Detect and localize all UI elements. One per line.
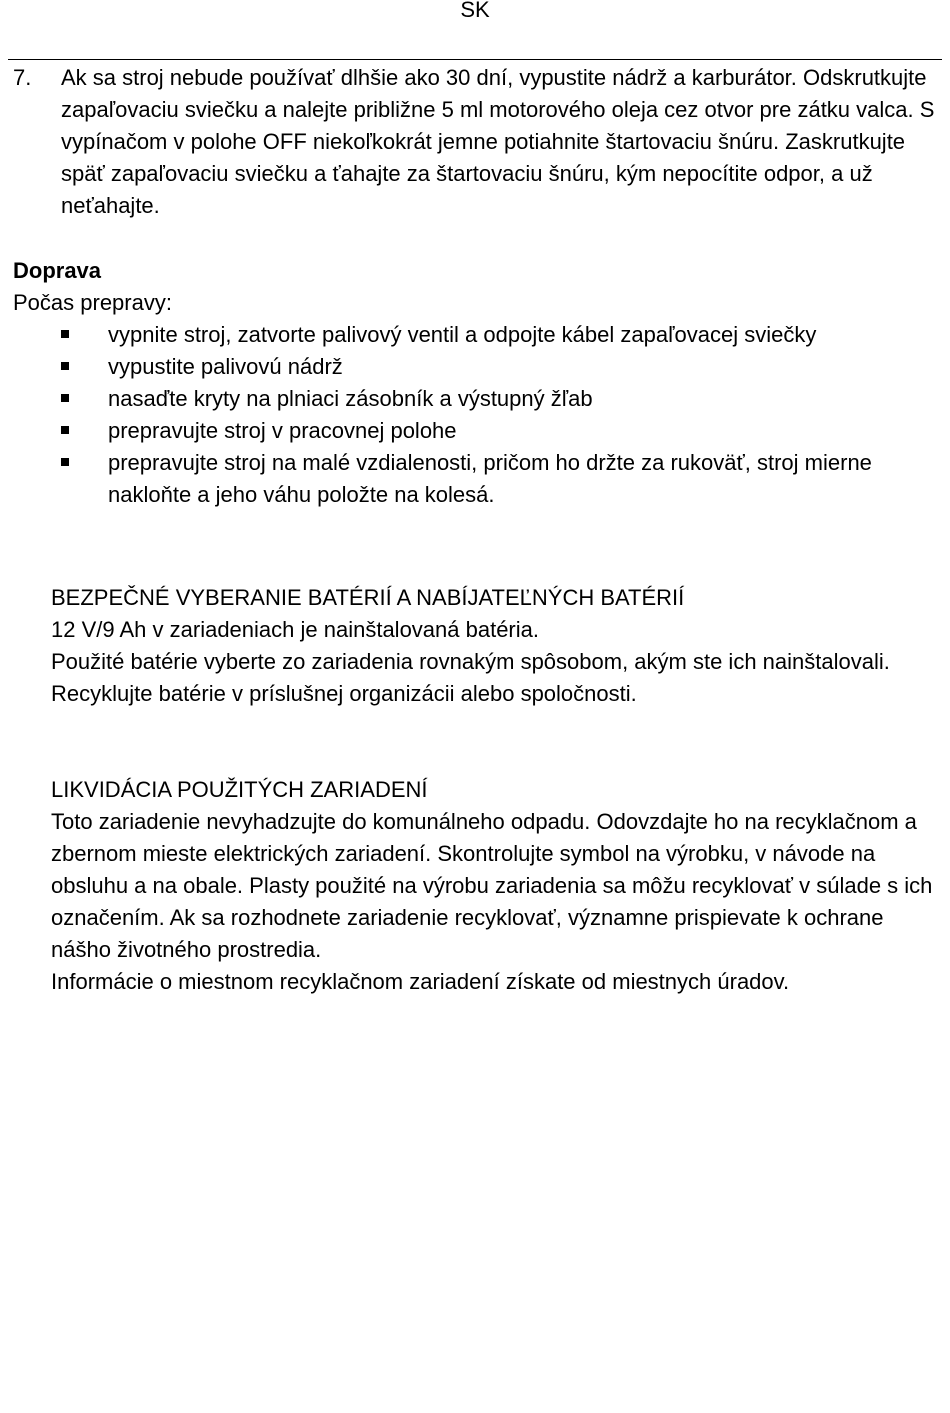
list-item [13,351,938,383]
disposal-paragraph: Toto zariadenie nevyhadzujte do komunálneho odpadu. Odovzdajte ho na recyklačnom a zbernom mieste elektrických zariadení. Skontrolujte symbol na výrobku, v návode na obsluhu a na obale. Plasty použité na výrobu zariadenia sa môžu recyklovať v súlade s ich označením. Ak sa rozhodnete zariadenie recyklovať, významne prispievate k ochrane nášho životného prostredia. [51,809,933,962]
battery-line: Použité batérie vyberte zo zariadenia rovnakým spôsobom, akým ste ich nainštalovali. [51,649,890,674]
bullet-square-icon [61,458,69,466]
list-item-text: vypnite stroj, zatvorte palivový ventil a odpojte kábel zapaľovacej sviečky [108,322,817,347]
list-item [13,319,938,351]
list-item [13,447,938,511]
list-item [13,383,938,415]
transport-heading: Doprava [13,258,102,283]
list-item-text: prepravujte stroj v pracovnej polohe [108,418,457,443]
list-item-text: nasaďte kryty na plniaci zásobník a výstupný žľab [108,386,593,411]
battery-heading: BEZPEČNÉ VYBERANIE BATÉRIÍ A NABÍJATEĽNÝCH BATÉRIÍ [51,585,685,610]
bullet-square-icon [61,426,69,434]
bullet-square-icon [61,330,69,338]
disposal-section [51,774,936,998]
disposal-heading: LIKVIDÁCIA POUŽITÝCH ZARIADENÍ [51,777,428,802]
battery-line: Recyklujte batérie v príslušnej organizácii alebo spoločnosti. [51,681,637,706]
disposal-info: Informácie o miestnom recyklačnom zariadení získate od miestnych úradov. [51,969,790,994]
item-text: Ak sa stroj nebude používať dlhšie ako 30 dní, vypustite nádrž a karburátor. Odskrutkujte zapaľovaciu sviečku a nalejte približne 5 ml motorového oleja cez otvor pre zátku valca. S vypínačom v polohe OFF niekoľkokrát jemne potiahnite štartovaciu šnúru. Zaskrutkujte späť zapaľovaciu sviečku a ťahajte za štartovaciu šnúru, kým nepocítite odpor, a už neťahajte. [61,65,935,218]
battery-section [51,582,936,710]
battery-line: 12 V/9 Ah v zariadeniach je nainštalovaná batéria. [51,617,539,642]
transport-bullet-list [13,319,938,511]
list-item-text: prepravujte stroj na malé vzdialenosti, pričom ho držte za rukoväť, stroj mierne nakloňte a jeho váhu položte na kolesá. [108,450,872,507]
transport-section [13,255,938,511]
header-divider [8,59,942,60]
page-header-language: SK [460,0,490,22]
list-item-text: vypustite palivovú nádrž [108,354,343,379]
bullet-square-icon [61,394,69,402]
transport-intro: Počas prepravy: [13,290,172,315]
list-item [13,415,938,447]
bullet-square-icon [61,362,69,370]
item-number: 7. [13,65,32,90]
